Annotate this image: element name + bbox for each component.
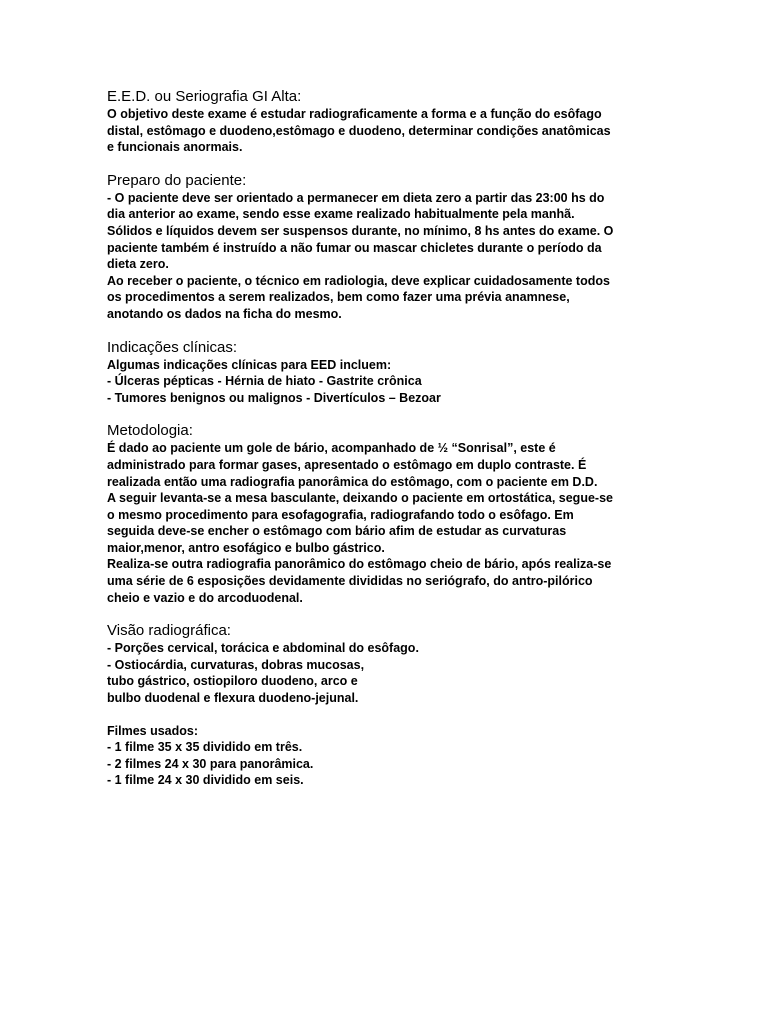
text-line: o mesmo procedimento para esofagografia, radiografando todo o esôfago. Em [107, 507, 574, 522]
text-line: - Ostiocárdia, curvaturas, dobras mucosas, [107, 657, 365, 672]
text-line: realizada então uma radiografia panorâmica do estômago, com o paciente em D.D. [107, 474, 598, 489]
section-heading: Preparo do paciente: [107, 171, 247, 189]
text-line: Sólidos e líquidos devem ser suspensos durante, no mínimo, 8 hs antes do exame. O [107, 223, 614, 238]
text-line: os procedimentos a serem realizados, bem como fazer uma prévia anamnese, [107, 290, 570, 305]
section-heading: E.E.D. ou Seriografia GI Alta: [107, 88, 302, 105]
section-heading: Visão radiográfica: [107, 622, 231, 640]
section-visao [107, 622, 707, 706]
text-line: distal, estômago e duodeno,estômago e duodeno, determinar condições anatômicas [107, 123, 611, 138]
section-heading: Metodologia: [107, 422, 193, 440]
text-line: Filmes usados: [107, 723, 198, 738]
text-line: - Tumores benignos ou malignos - Divertículos – Bezoar [107, 390, 441, 405]
text-line: É dado ao paciente um gole de bário, acompanhado de ½ “Sonrisal”, este é [107, 441, 556, 456]
text-line: - O paciente deve ser orientado a permanecer em dieta zero a partir das 23:00 hs do [107, 190, 605, 205]
text-line: - 1 filme 35 x 35 dividido em três. [107, 740, 303, 755]
section-preparo [107, 172, 707, 323]
section-indicacoes [107, 339, 707, 407]
text-line: - Úlceras pépticas - Hérnia de hiato - Gastrite crônica [107, 374, 422, 389]
text-line: Realiza-se outra radiografia panorâmico do estômago cheio de bário, após realiza-se [107, 557, 612, 572]
text-line: tubo gástrico, ostiopiloro duodeno, arco e [107, 674, 358, 689]
text-line: Ao receber o paciente, o técnico em radiologia, deve explicar cuidadosamente todos [107, 273, 610, 288]
text-line: dieta zero. [107, 257, 169, 272]
text-line: administrado para formar gases, apresentado o estômago em duplo contraste. É [107, 457, 587, 472]
section-heading: Indicações clínicas: [107, 338, 238, 356]
text-line: bulbo duodenal e flexura duodeno-jejunal. [107, 691, 359, 706]
text-line: maior,menor, antro esofágico e bulbo gástrico. [107, 540, 385, 555]
section-filmes [107, 723, 707, 789]
text-line: - 2 filmes 24 x 30 para panorâmica. [107, 756, 314, 771]
text-line: - 1 filme 24 x 30 dividido em seis. [107, 773, 304, 788]
text-line: O objetivo deste exame é estudar radiograficamente a forma e a função do esôfago [107, 107, 602, 121]
section-eed [107, 88, 707, 156]
text-line: A seguir levanta-se a mesa basculante, deixando o paciente em ortostática, segue-se [107, 491, 613, 506]
text-line: paciente também é instruído a não fumar ou mascar chicletes durante o período da [107, 240, 602, 255]
text-line: cheio e vazio e do arcoduodenal. [107, 590, 303, 605]
text-line: dia anterior ao exame, sendo esse exame realizado habitualmente pela manhã. [107, 207, 575, 222]
text-line: uma série de 6 esposições devidamente divididas no seriógrafo, do antro-pilórico [107, 574, 593, 589]
text-line: seguida deve-se encher o estômago com bário afim de estudar as curvaturas [107, 524, 567, 539]
text-line: anotando os dados na ficha do mesmo. [107, 306, 342, 321]
document-page [107, 88, 707, 789]
text-line: - Porções cervical, torácica e abdominal do esôfago. [107, 641, 419, 656]
text-line: e funcionais anormais. [107, 140, 243, 155]
section-metodologia [107, 422, 707, 606]
text-line: Algumas indicações clínicas para EED incluem: [107, 357, 392, 372]
